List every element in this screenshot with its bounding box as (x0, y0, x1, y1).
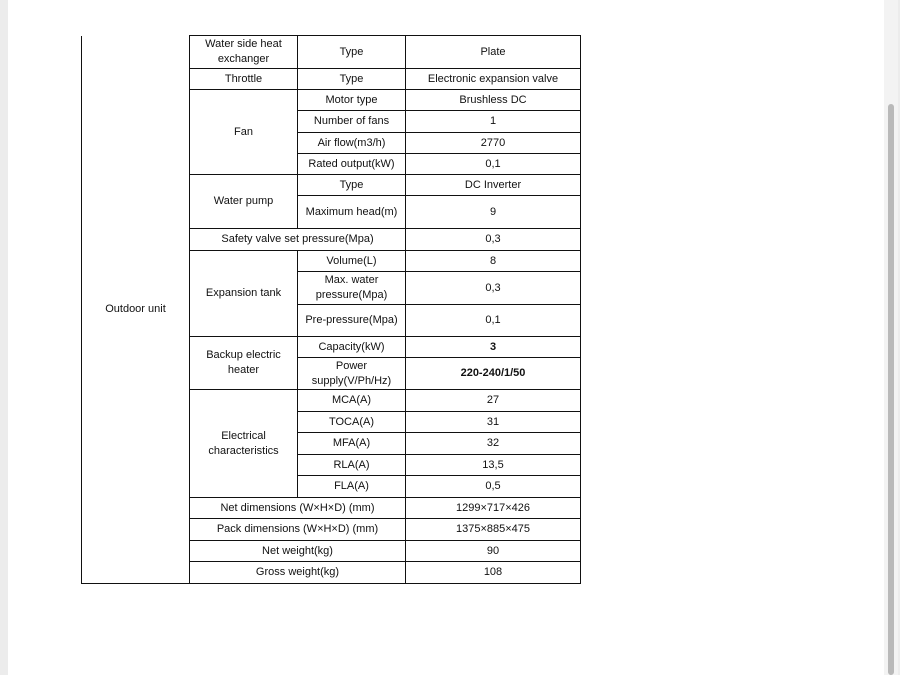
fan-label: Fan (190, 90, 298, 175)
param-value: 31 (406, 412, 581, 433)
table-row (82, 36, 581, 69)
scrollbar-thumb[interactable] (888, 104, 894, 675)
backup-heater-label: Backup electric heater (190, 337, 298, 390)
param-label: RLA(A) (298, 455, 406, 476)
param-value: 27 (406, 390, 581, 412)
param-label: Maximum head(m) (298, 196, 406, 229)
safety-valve-label: Safety valve set pressure(Mpa) (190, 229, 406, 251)
param-value: 0,5 (406, 476, 581, 498)
param-value: 3 (406, 337, 581, 358)
param-label: Volume(L) (298, 251, 406, 272)
throttle-label: Throttle (190, 69, 298, 90)
param-value: DC Inverter (406, 175, 581, 196)
param-label: Number of fans (298, 111, 406, 133)
param-label: Power supply(V/Ph/Hz) (298, 358, 406, 390)
param-value: 1 (406, 111, 581, 133)
param-label: Type (298, 175, 406, 196)
param-label: TOCA(A) (298, 412, 406, 433)
param-value: 108 (406, 562, 581, 584)
param-value: 0,3 (406, 229, 581, 251)
param-value: 13,5 (406, 455, 581, 476)
param-label: MCA(A) (298, 390, 406, 412)
pack-dimensions-label: Pack dimensions (W×H×D) (mm) (190, 519, 406, 541)
param-label: MFA(A) (298, 433, 406, 455)
param-value: Plate (406, 36, 581, 69)
param-value: 8 (406, 251, 581, 272)
param-value: 1375×885×475 (406, 519, 581, 541)
param-label: Type (298, 36, 406, 69)
param-value: 0,1 (406, 305, 581, 337)
param-label: Motor type (298, 90, 406, 111)
net-weight-label: Net weight(kg) (190, 541, 406, 562)
net-dimensions-label: Net dimensions (W×H×D) (mm) (190, 498, 406, 519)
param-label: Air flow(m3/h) (298, 133, 406, 154)
water-pump-label: Water pump (190, 175, 298, 229)
param-label: Rated output(kW) (298, 154, 406, 175)
param-value: 0,1 (406, 154, 581, 175)
param-value: 1299×717×426 (406, 498, 581, 519)
param-value: 32 (406, 433, 581, 455)
param-value: Electronic expansion valve (406, 69, 581, 90)
specification-table (81, 35, 581, 584)
param-label: Capacity(kW) (298, 337, 406, 358)
param-label: FLA(A) (298, 476, 406, 498)
param-value: 90 (406, 541, 581, 562)
param-label: Type (298, 69, 406, 90)
electrical-characteristics-label: Electrical characteristics (190, 390, 298, 498)
param-value: 220-240/1/50 (406, 358, 581, 390)
param-label: Pre-pressure(Mpa) (298, 305, 406, 337)
gross-weight-label: Gross weight(kg) (190, 562, 406, 584)
param-label: Max. water pressure(Mpa) (298, 272, 406, 305)
param-value: 2770 (406, 133, 581, 154)
expansion-tank-label: Expansion tank (190, 251, 298, 337)
water-side-heat-exchanger-label: Water side heat exchanger (190, 36, 298, 69)
param-value: Brushless DC (406, 90, 581, 111)
outdoor-unit-cell: Outdoor unit (82, 36, 190, 584)
param-value: 0,3 (406, 272, 581, 305)
param-value: 9 (406, 196, 581, 229)
